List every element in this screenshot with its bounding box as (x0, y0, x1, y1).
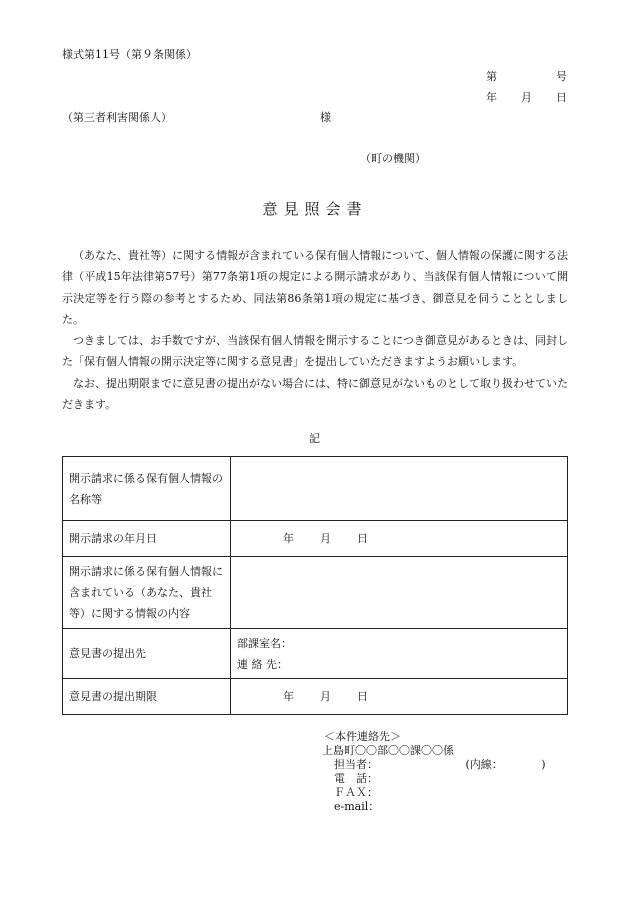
contact-field: 連 絡 先： (237, 657, 288, 671)
doc-number-prefix: 第 (486, 70, 497, 83)
department-field: 部課室名： (237, 636, 292, 650)
table-row (63, 629, 568, 679)
honorific: 様 (320, 111, 331, 124)
body-paragraph-1: （あなた、貴社等）に関する情報が含まれている保有個人情報について、個人情報の保護に関する法律（平成15年法律第57号）第77条第1項の規定による開示請求があり、当該保有個人情報について開示決定等を行う際の参考とするため、同法第86条第1項の規定に基づき、御意見を伺うこととしました。 (62, 249, 568, 326)
table-row (63, 557, 568, 629)
recipient: （第三者利害関係人） (62, 111, 172, 124)
submission-deadline-label: 意見書の提出期限 (63, 679, 231, 715)
info-table (62, 456, 568, 715)
contact-office: 上島町〇〇部〇〇課〇〇係 (322, 744, 454, 757)
body-paragraph-2: つきましては、お手数ですが、当該保有個人情報を開示することにつき御意見があるときは、同封した「保有個人情報の開示決定等に関する意見書」を提出していただきますようお願いします。 (62, 334, 568, 369)
deadline-day: 日 (357, 690, 368, 703)
document-title: 意見照会書 (262, 200, 368, 218)
contact-person: 担当者： (334, 758, 378, 771)
submission-destination-value (231, 629, 568, 679)
info-name-label: 開示請求に係る保有個人情報の名称等 (63, 457, 231, 521)
contact-phone: 電 話： (334, 772, 378, 785)
submission-destination-label: 意見書の提出先 (63, 629, 231, 679)
info-name-value (231, 457, 568, 521)
deadline-year: 年 (283, 690, 294, 703)
contact-email: e-mail： (334, 800, 380, 813)
request-date-value (231, 521, 568, 557)
contact-block (322, 730, 546, 814)
date-year: 年 (486, 91, 497, 104)
body-paragraph-3: なお、提出期限までに意見書の提出がない場合には、特に御意見がないものとして取り扱わせていただきます。 (62, 376, 568, 412)
date-month: 月 (521, 91, 532, 104)
form-number: 様式第11号（第９条関係） (62, 48, 197, 61)
contact-extension: (内線： ) (465, 758, 546, 771)
contact-person-line (322, 758, 546, 772)
contact-fax: ＦＡＸ： (334, 786, 378, 799)
table-row (63, 521, 568, 557)
table-row (63, 679, 568, 715)
request-date-day: 日 (357, 532, 368, 545)
request-date-year: 年 (283, 532, 294, 545)
request-date-label: 開示請求の年月日 (63, 521, 231, 557)
ki-heading: 記 (309, 432, 320, 445)
doc-number-suffix: 号 (556, 70, 567, 83)
contact-heading: ＜本件連絡先＞ (324, 730, 401, 743)
info-content-value (231, 557, 568, 629)
request-date-month: 月 (320, 532, 331, 545)
table-row (63, 457, 568, 521)
submission-deadline-value (231, 679, 568, 715)
date-day: 日 (556, 91, 567, 104)
info-content-label: 開示請求に係る保有個人情報に含まれている（あなた、貴社等）に関する情報の内容 (63, 557, 231, 629)
sender: （町の機関） (360, 152, 426, 165)
body-text (62, 245, 568, 415)
deadline-month: 月 (320, 690, 331, 703)
